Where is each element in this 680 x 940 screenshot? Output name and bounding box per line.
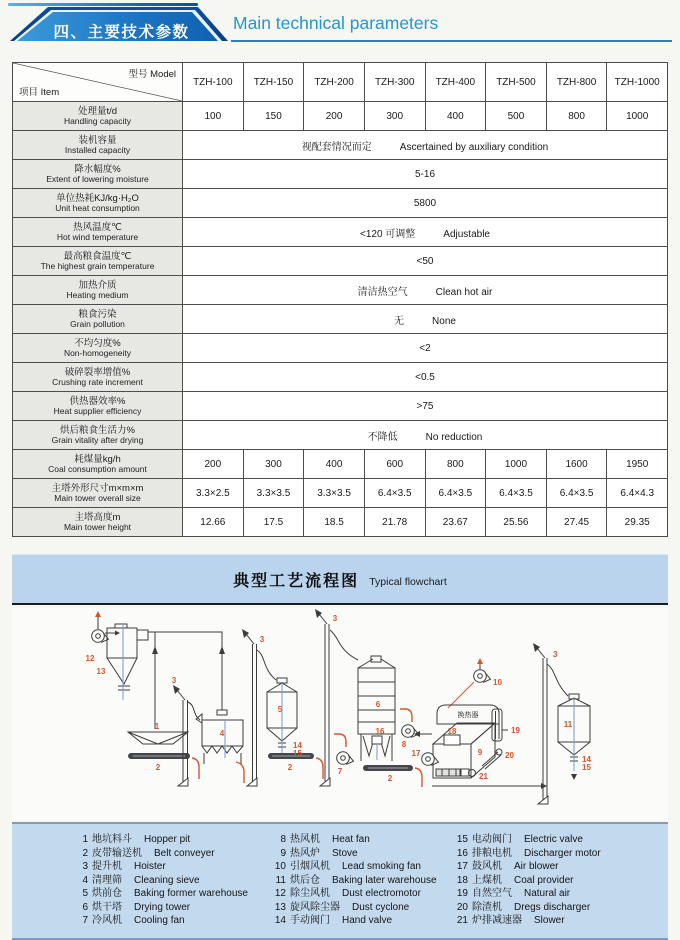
legend-item: 21 炉排减速器 Slower	[456, 915, 565, 926]
row-label	[13, 160, 183, 189]
row-label-en: Extent of lowering moisture	[46, 173, 149, 184]
cell: 18.5	[304, 508, 365, 537]
label-3: 3	[553, 650, 558, 659]
row-label-zh: 供热器效率%	[69, 395, 126, 407]
legend-item: 14 手动阀门 Hand valve	[274, 915, 393, 926]
cell: 6.4×3.5	[425, 479, 486, 508]
table-row	[13, 450, 668, 479]
cell: 300	[243, 450, 304, 479]
legend-column-2	[272, 833, 454, 928]
span-value-zh: 无	[394, 315, 405, 327]
cell: 800	[546, 102, 607, 131]
row-label	[13, 363, 183, 392]
table-row	[13, 131, 668, 160]
legend-item: 16 排粮电机 Discharger motor	[456, 847, 601, 859]
row-label	[13, 479, 183, 508]
legend-item: 11 烘后仓 Baking later warehouse	[275, 874, 437, 886]
legend-item: 3 提升机 Hoister	[82, 861, 166, 872]
legend-column-3	[454, 833, 668, 928]
label-14: 14	[582, 755, 591, 764]
row-label-zh: 耗煤量kg/h	[74, 453, 121, 465]
row-label	[13, 450, 183, 479]
cell: 500	[486, 102, 547, 131]
row-label-zh: 主塔外形尺寸m×m×m	[51, 482, 144, 494]
legend-item: 20 除渣机 Dregs discharger	[456, 901, 591, 913]
row-label-en: The highest grain temperature	[40, 260, 155, 271]
label-15: 15	[293, 749, 302, 758]
legend-item: 5 烘前仓 Baking former warehouse	[82, 888, 248, 899]
span-value-zh: <0.5	[415, 371, 435, 383]
cell: 21.78	[364, 508, 425, 537]
model-header: TZH-100	[183, 63, 244, 102]
span-value-zh: >75	[416, 400, 434, 412]
table-row	[13, 421, 668, 450]
item-label: 项目 Item	[19, 87, 60, 98]
label-4: 4	[219, 729, 225, 738]
row-label-en: Installed capacity	[64, 144, 131, 155]
table-row	[13, 508, 668, 537]
cell: 23.67	[425, 508, 486, 537]
span-cell	[183, 305, 668, 334]
flowchart-svg	[12, 608, 668, 814]
table-row	[13, 247, 668, 276]
span-cell	[183, 247, 668, 276]
table-row	[13, 392, 668, 421]
label-1: 1	[154, 722, 160, 731]
dust-fan-12	[92, 611, 120, 642]
row-label	[13, 131, 183, 160]
row-label	[13, 392, 183, 421]
cell: 200	[304, 102, 365, 131]
span-cell	[183, 189, 668, 218]
row-label	[13, 276, 183, 305]
span-cell	[183, 334, 668, 363]
label-3: 3	[332, 614, 338, 623]
row-label-zh: 最高粮食温度℃	[63, 250, 132, 262]
legend-item: 10 引烟风机 Lead smoking fan	[274, 861, 421, 872]
span-value-zh: <2	[419, 342, 431, 354]
span-value-en: Adjustable	[443, 228, 490, 240]
transfer-line	[432, 783, 547, 789]
label-12: 12	[85, 654, 95, 663]
label-11: 11	[563, 720, 573, 729]
span-value-zh: 5-16	[414, 168, 435, 180]
span-cell	[183, 131, 668, 160]
cell: 1950	[607, 450, 668, 479]
legend-item: 7 冷风机 Cooling fan	[82, 915, 185, 926]
model-header: TZH-150	[243, 63, 304, 102]
model-header: TZH-300	[364, 63, 425, 102]
label-16: 16	[375, 727, 385, 736]
cell: 100	[183, 102, 244, 131]
label-19: 19	[511, 726, 520, 735]
row-label	[13, 218, 183, 247]
heat-exchanger-label: 换热器	[457, 712, 479, 719]
flowchart-title-en: Typical flowchart	[369, 575, 447, 588]
table-row	[13, 102, 668, 131]
row-label	[13, 334, 183, 363]
span-cell	[183, 421, 668, 450]
label-7: 7	[337, 767, 343, 776]
label-21: 21	[479, 772, 488, 781]
corner-cell	[13, 63, 183, 102]
header-underline	[231, 40, 672, 42]
cell: 3.3×3.5	[304, 479, 365, 508]
cell: 1000	[486, 450, 547, 479]
row-label-zh: 烘后粮食生活力%	[60, 424, 135, 436]
legend-item: 18 上煤机 Coal provider	[456, 874, 574, 886]
row-label-zh: 热风温度℃	[73, 221, 122, 233]
cell: 27.45	[546, 508, 607, 537]
cell: 400	[425, 102, 486, 131]
span-value-zh: 清洁热空气	[357, 286, 408, 298]
label-2: 2	[155, 763, 161, 772]
table-row	[13, 363, 668, 392]
table-row	[13, 189, 668, 218]
label-20: 20	[505, 751, 514, 760]
span-cell	[183, 363, 668, 392]
label-8: 8	[401, 740, 407, 749]
page-header	[0, 0, 680, 54]
row-label	[13, 508, 183, 537]
row-label-zh: 降水幅度%	[74, 163, 121, 175]
row-label-zh: 单位热耗KJ/kg·H₂O	[56, 192, 139, 204]
model-header: TZH-200	[304, 63, 365, 102]
cell: 6.4×4.3	[607, 479, 668, 508]
legend-item: 8 热风机 Heat fan	[280, 834, 370, 845]
legend-item: 1 地坑料斗 Hopper pit	[82, 834, 191, 845]
row-label	[13, 247, 183, 276]
stove-9	[433, 723, 495, 744]
label-13: 13	[96, 667, 106, 676]
row-label-en: Crushing rate increment	[52, 376, 143, 387]
label-18: 18	[447, 727, 457, 736]
lead-smoking-fan-10	[474, 670, 491, 683]
span-value-zh: 视配套情况而定	[301, 141, 372, 153]
header-accent-line	[8, 3, 198, 6]
legend-item: 17 鼓风机 Air blower	[456, 861, 559, 872]
row-label-en: Coal consumption amount	[48, 463, 147, 474]
model-header: TZH-800	[546, 63, 607, 102]
label-17: 17	[411, 749, 421, 758]
heat-fan-8	[400, 709, 432, 737]
table-row	[13, 160, 668, 189]
coal-provider-18	[444, 735, 460, 745]
model-header: TZH-500	[486, 63, 547, 102]
cell: 3.3×3.5	[243, 479, 304, 508]
label-10: 10	[493, 678, 502, 687]
table-row	[13, 334, 668, 363]
label-5: 5	[277, 705, 283, 714]
cell: 1000	[607, 102, 668, 131]
span-value-en: No reduction	[425, 431, 483, 443]
row-label-en: Main tower overall size	[54, 492, 141, 503]
table-header-row	[13, 63, 668, 102]
cell: 600	[364, 450, 425, 479]
cell: 17.5	[243, 508, 304, 537]
row-label	[13, 305, 183, 334]
flowchart-legend	[12, 822, 668, 940]
legend-column-1	[74, 833, 272, 928]
row-label-en: Hot wind temperature	[56, 231, 139, 242]
model-label: 型号 Model	[128, 69, 176, 80]
table-row	[13, 305, 668, 334]
row-label	[13, 102, 183, 131]
span-cell	[183, 160, 668, 189]
label-9: 9	[477, 748, 483, 757]
row-label	[13, 189, 183, 218]
label-2: 2	[387, 774, 393, 783]
section-title-en: Main technical parameters	[233, 13, 439, 33]
cell: 400	[304, 450, 365, 479]
cell: 3.3×2.5	[183, 479, 244, 508]
row-label-en: Unit heat consumption	[55, 202, 140, 213]
row-label-en: Non-homogeneity	[63, 347, 132, 358]
cell: 6.4×3.5	[546, 479, 607, 508]
hopper-pit-1	[128, 732, 188, 744]
row-label-en: Handling capacity	[63, 115, 132, 126]
label-6: 6	[375, 700, 381, 709]
air-blower-17	[422, 753, 439, 766]
legend-item: 19 自然空气 Natural air	[456, 888, 571, 899]
row-label-zh: 处理量t/d	[77, 105, 118, 117]
row-label	[13, 421, 183, 450]
model-header: TZH-1000	[607, 63, 668, 102]
label-3: 3	[259, 635, 265, 644]
hoister-3d	[533, 643, 568, 804]
section-title-zh: 四、主要技术参数	[53, 24, 190, 41]
cell: 6.4×3.5	[364, 479, 425, 508]
row-label-zh: 粮食污染	[78, 308, 117, 320]
span-value-en: Clean hot air	[435, 286, 493, 298]
row-label-zh: 不均匀度%	[74, 337, 121, 349]
cell: 300	[364, 102, 425, 131]
legend-item: 2 皮带输送机 Belt conveyer	[82, 847, 215, 859]
section-banner	[4, 7, 244, 41]
flowchart-banner	[12, 554, 668, 605]
cell: 12.66	[183, 508, 244, 537]
row-label-en: Grain vitality after drying	[51, 434, 144, 445]
row-label-en: Heat supplier efficiency	[53, 405, 142, 416]
span-value-en: Ascertained by auxiliary condition	[399, 141, 549, 153]
table-row	[13, 218, 668, 247]
legend-item: 4 清理筛 Cleaning sieve	[82, 874, 200, 886]
span-cell	[183, 218, 668, 247]
table-row	[13, 276, 668, 305]
cell: 150	[243, 102, 304, 131]
span-value-zh: 不降低	[367, 431, 398, 443]
row-label-en: Main tower height	[63, 521, 132, 532]
legend-item: 12 除尘风机 Dust electromotor	[274, 888, 421, 899]
hoister-3b	[242, 629, 276, 786]
row-label-zh: 主塔高度m	[74, 511, 121, 523]
cell: 29.35	[607, 508, 668, 537]
belt-conveyor-2a	[128, 753, 199, 779]
span-value-zh: <120 可调整	[359, 228, 416, 240]
label-14: 14	[293, 741, 302, 750]
hoister-3a	[173, 685, 202, 786]
table-row	[13, 479, 668, 508]
span-value-zh: 5800	[413, 197, 437, 209]
span-value-zh: <50	[416, 255, 434, 267]
row-label-en: Heating medium	[66, 289, 129, 300]
model-header: TZH-400	[425, 63, 486, 102]
legend-item: 13 旋风除尘器 Dust cyclone	[274, 901, 410, 913]
span-cell	[183, 392, 668, 421]
legend-item: 9 热风炉 Stove	[280, 847, 358, 859]
cell: 6.4×3.5	[486, 479, 547, 508]
cell: 25.56	[486, 508, 547, 537]
row-label-zh: 加热介质	[78, 279, 117, 291]
dust-cyclone-13	[107, 624, 148, 700]
flowchart-diagram	[12, 608, 668, 820]
span-value-en: None	[432, 315, 456, 327]
label-3: 3	[171, 676, 177, 685]
label-2: 2	[287, 763, 293, 772]
legend-item: 15 电动阀门 Electric valve	[456, 834, 583, 845]
row-label-zh: 装机容量	[78, 134, 117, 146]
belt-conveyor-2c	[363, 765, 422, 787]
cell: 800	[425, 450, 486, 479]
span-cell	[183, 276, 668, 305]
row-label-zh: 破碎裂率增值%	[64, 366, 131, 378]
parameters-table	[12, 62, 668, 537]
cooling-fan-7	[334, 734, 354, 764]
label-15: 15	[582, 763, 591, 772]
row-label-en: Grain pollution	[70, 318, 125, 329]
cell: 1600	[546, 450, 607, 479]
flowchart-title-zh: 典型工艺流程图	[233, 572, 360, 590]
cell: 200	[183, 450, 244, 479]
legend-item: 6 烘干塔 Drying tower	[82, 901, 191, 913]
parameters-table-wrapper	[12, 62, 668, 537]
